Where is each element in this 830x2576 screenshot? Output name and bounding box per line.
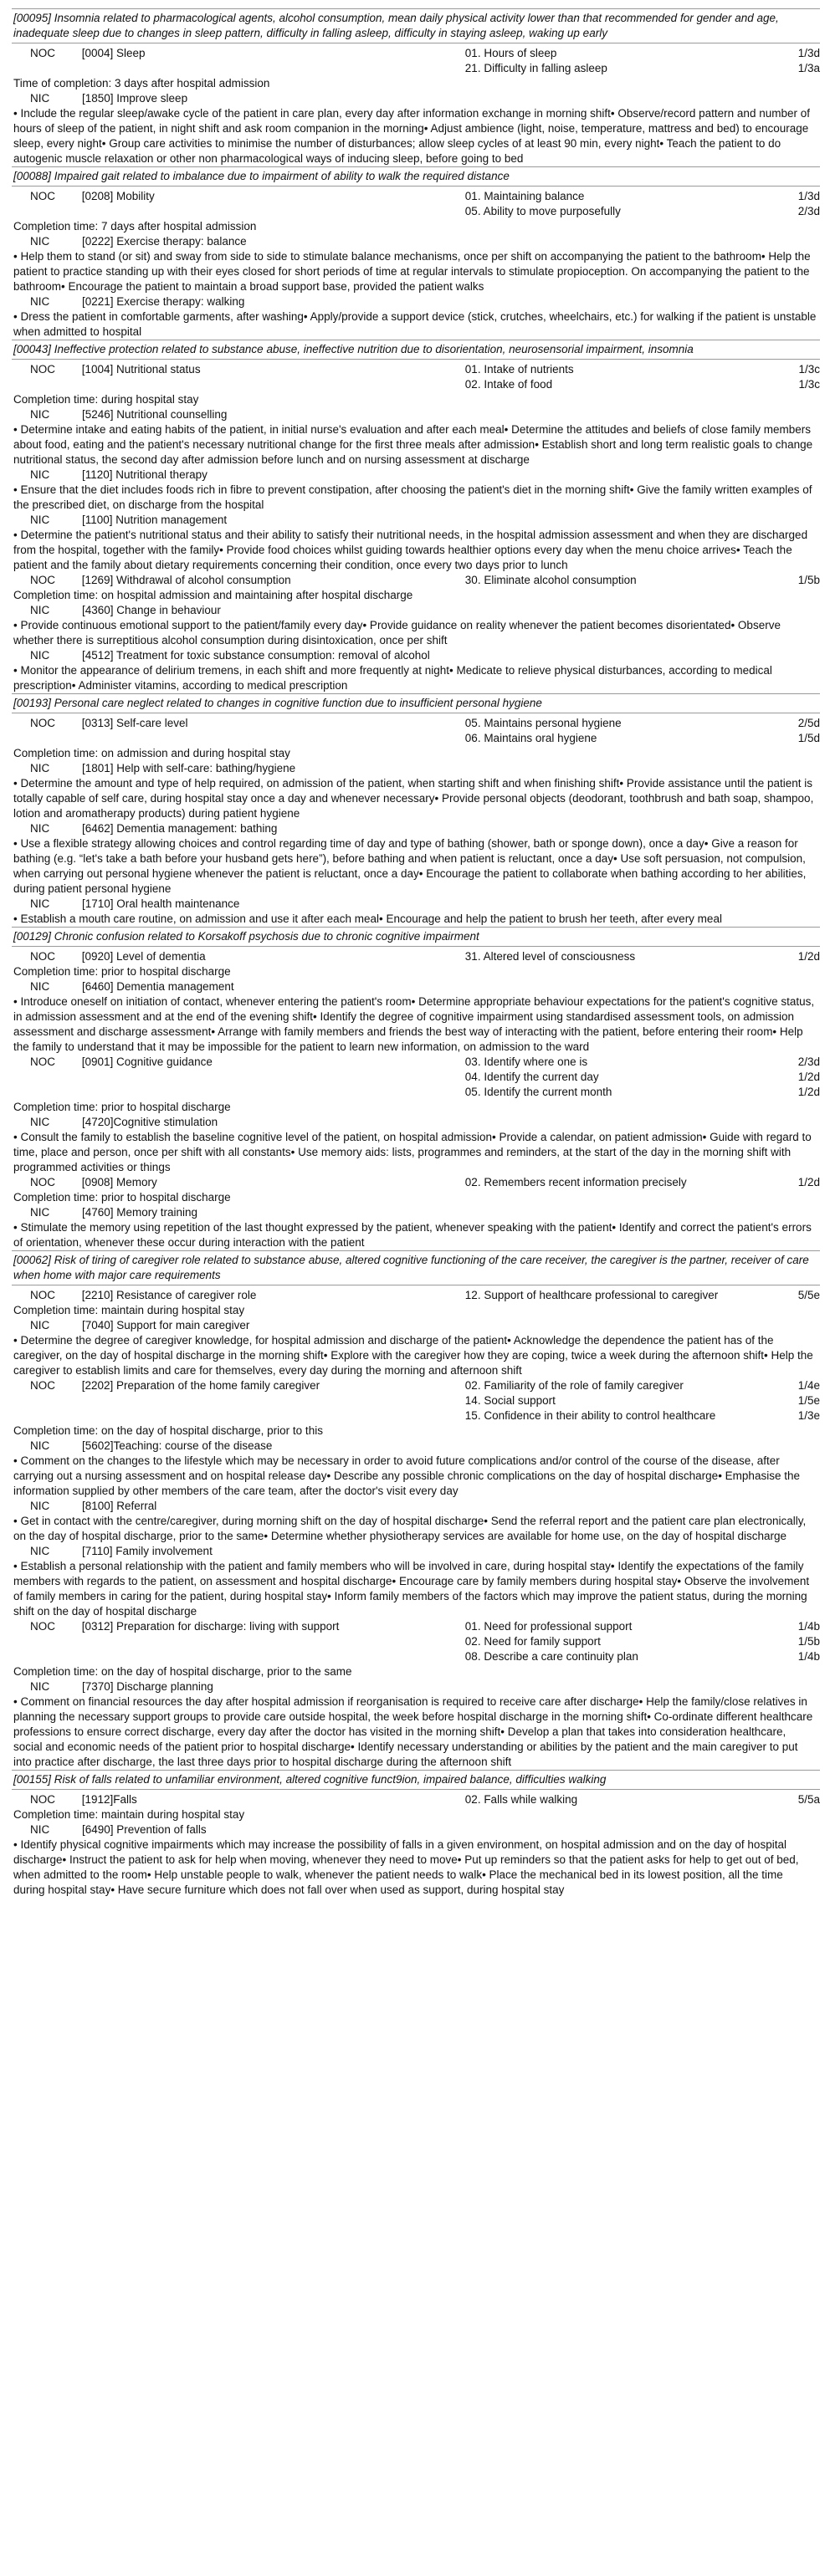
indicator-name: 14. Social support: [464, 1394, 556, 1407]
nic-intervention: [6460] Dementia management: [82, 980, 234, 993]
diagnosis-section: [12, 927, 820, 1250]
indicator-name: 02. Falls while walking: [464, 1793, 578, 1806]
nic-label: NIC: [30, 897, 50, 910]
completion-time: Completion time: during hospital stay: [13, 393, 199, 406]
diagnosis-section: [12, 1250, 820, 1770]
nic-label: NIC: [30, 980, 50, 993]
nic-intervention-row: [12, 1115, 820, 1130]
indicator-score: 1/5b: [797, 1635, 820, 1648]
nic-intervention: [5602]Teaching: course of the disease: [82, 1439, 273, 1452]
nic-label: NIC: [30, 762, 50, 774]
noc-outcome-row: [12, 46, 820, 76]
nic-label: NIC: [30, 295, 50, 308]
indicator-row: [465, 1070, 820, 1085]
nic-label: NIC: [30, 1545, 50, 1557]
nursing-diagnosis: [00062] Risk of tiring of caregiver role related to substance abuse, altered cognitive functioning of the care receiver, the caregiver is the partner, receiver of care when home with major care requirements: [12, 1250, 820, 1285]
indicator-score: 2/3d: [797, 1055, 820, 1068]
nic-label: NIC: [30, 514, 50, 526]
nic-intervention-row: [12, 648, 820, 663]
nic-intervention-row: [12, 513, 820, 528]
indicator-list: [465, 189, 820, 219]
noc-label: NOC: [30, 47, 55, 59]
indicator-name: 15. Confidence in their ability to control healthcare: [464, 1409, 716, 1422]
nic-label: NIC: [30, 1823, 50, 1836]
nic-intervention-row: [12, 761, 820, 776]
nic-label: NIC: [30, 649, 50, 662]
nic-label: NIC: [30, 92, 50, 105]
indicator-score: 1/3c: [798, 363, 820, 376]
nic-intervention-row: [12, 821, 820, 836]
indicator-name: 31. Altered level of consciousness: [464, 950, 636, 963]
indicator-row: [465, 1649, 820, 1664]
indicator-name: 04. Identify the current day: [464, 1071, 599, 1083]
noc-outcome: [1269] Withdrawal of alcohol consumption: [81, 574, 291, 586]
nursing-diagnosis: [00088] Impaired gait related to imbalance due to impairment of ability to walk the required distance: [12, 166, 820, 187]
nic-intervention-row: [12, 1439, 820, 1454]
nic-intervention: [7370] Discharge planning: [82, 1680, 213, 1693]
nic-intervention-row: [12, 1822, 820, 1837]
completion-time: Completion time: prior to hospital discharge: [13, 1101, 231, 1113]
nursing-activities: • Provide continuous emotional support to the patient/family every day• Provide guidance on reality whenever the patient becomes disorientated• Observe whether there is surreptitious alcohol consumption during disintoxication, once per shift: [13, 619, 781, 647]
noc-outcome-row: [12, 189, 820, 219]
indicator-list: [465, 1378, 820, 1423]
nursing-activities: • Determine the amount and type of help required, on admission of the patient, when starting shift and when finishing shift• Provide assistance until the patient is totally capable of self care, during hospital stay once a day and whenever necessary• Provide personal objects (deodorant, toothbrush and bath soap, shampoo, lotion and aromatherapy products) during patient hygiene: [13, 777, 814, 820]
nic-intervention-row: [12, 294, 820, 309]
indicator-score: 5/5e: [797, 1289, 820, 1301]
noc-outcome: [2210] Resistance of caregiver role: [81, 1289, 257, 1301]
noc-outcome-row: [12, 1288, 820, 1303]
completion-time: Completion time: on admission and during hospital stay: [13, 747, 290, 759]
nic-label: NIC: [30, 468, 50, 481]
indicator-score: 1/3c: [798, 378, 820, 391]
indicator-name: 12. Support of healthcare professional to caregiver: [464, 1289, 719, 1301]
noc-outcome-row: [12, 1378, 820, 1423]
noc-outcome: [1004] Nutritional status: [81, 363, 201, 376]
nursing-activities: • Determine the degree of caregiver knowledge, for hospital admission and discharge of the patient• Acknowledge the dependence the patient has of the caregiver, on the day of hospital discharge in the morning shift• Explore with the caregiver how they are coping, twice a week during the afternoon shift• Help the caregiver to establish limits and care for themselves, every day during the morning and afternoon shift: [13, 1334, 813, 1377]
nic-label: NIC: [30, 1116, 50, 1128]
noc-outcome-row: [12, 362, 820, 392]
indicator-name: 02. Familiarity of the role of family caregiver: [464, 1379, 684, 1392]
indicator-row: [465, 1378, 820, 1393]
nic-intervention: [6462] Dementia management: bathing: [82, 822, 278, 835]
indicator-score: 1/4b: [797, 1620, 820, 1633]
indicator-row: [465, 573, 820, 588]
indicator-score: 1/3d: [797, 190, 820, 202]
nic-intervention-row: [12, 1679, 820, 1694]
indicator-score: 1/4b: [797, 1650, 820, 1663]
indicator-score: 1/5e: [797, 1394, 820, 1407]
nic-intervention: [7040] Support for main caregiver: [82, 1319, 250, 1331]
indicator-row: [465, 949, 820, 964]
indicator-row: [465, 731, 820, 746]
nursing-diagnosis: [00095] Insomnia related to pharmacological agents, alcohol consumption, mean daily physical activity lower than that recommended for gender and age, inadequate sleep due to changes in sleep pattern, difficulty in falling asleep, difficulty in staying asleep, waking up early: [12, 8, 820, 43]
indicator-score: 2/3d: [797, 205, 820, 217]
nic-intervention: [7110] Family involvement: [82, 1545, 213, 1557]
nic-label: NIC: [30, 408, 50, 421]
nic-intervention: [4360] Change in behaviour: [82, 604, 221, 616]
nic-intervention: [5246] Nutritional counselling: [82, 408, 228, 421]
indicator-score: 1/2d: [797, 1071, 820, 1083]
indicator-row: [465, 1055, 820, 1070]
nic-intervention-row: [12, 1499, 820, 1514]
indicator-row: [465, 716, 820, 731]
indicator-name: 06. Maintains oral hygiene: [464, 732, 597, 744]
indicator-name: 08. Describe a care continuity plan: [464, 1650, 638, 1663]
indicator-list: [465, 1288, 820, 1303]
indicator-score: 1/5d: [797, 732, 820, 744]
noc-label: NOC: [30, 1620, 55, 1633]
noc-outcome: [0004] Sleep: [81, 47, 146, 59]
indicator-row: [465, 204, 820, 219]
completion-time: Completion time: prior to hospital discharge: [13, 1191, 231, 1204]
indicator-row: [465, 362, 820, 377]
noc-label: NOC: [30, 363, 55, 376]
indicator-row: [465, 1288, 820, 1303]
noc-outcome-row: [12, 1619, 820, 1664]
indicator-name: 30. Eliminate alcohol consumption: [464, 574, 637, 586]
noc-outcome: [0908] Memory: [81, 1176, 157, 1188]
noc-label: NOC: [30, 1289, 55, 1301]
indicator-row: [465, 1408, 820, 1423]
indicator-score: 1/2d: [797, 1176, 820, 1188]
nursing-activities: • Comment on the changes to the lifestyle which may be necessary in order to avoid future complications and/or control of the course of the disease, after carrying out a nursing assessment and on hospital release day• Describe any possible chronic complications on the day of hospital discharge• Emphasise the information supplied by other members of the care team, after the doctor's visit every day: [13, 1454, 800, 1497]
nic-label: NIC: [30, 1206, 50, 1219]
nursing-activities: • Identify physical cognitive impairments which may increase the possibility of falls in a given environment, on hospital admission and on the day of hospital discharge• Instruct the patient to ask for help when moving, whenever they need to move• Put up reminders so that the patient asks for help to get out of bed, when admitted to the room• Help unstable people to walk, whenever the patient needs to walk• Place the mechanical bed in its lowest position, all the time during hospital stay• Have secure furniture which does not fall over when used as support, during hospital stay: [13, 1838, 799, 1896]
indicator-list: [465, 716, 820, 746]
completion-time: Completion time: on hospital admission and maintaining after hospital discharge: [13, 589, 413, 601]
indicator-list: [465, 1175, 820, 1190]
indicator-score: 1/2d: [797, 1086, 820, 1098]
indicator-name: 01. Maintaining balance: [464, 190, 585, 202]
nursing-diagnosis: [00155] Risk of falls related to unfamiliar environment, altered cognitive funct9ion, impaired balance, difficulties walking: [12, 1770, 820, 1790]
nic-intervention-row: [12, 1318, 820, 1333]
indicator-score: 1/4e: [797, 1379, 820, 1392]
diagnosis-section: [12, 8, 820, 166]
indicator-row: [465, 377, 820, 392]
nursing-diagnosis: [00193] Personal care neglect related to changes in cognitive function due to insufficient personal hygiene: [12, 693, 820, 713]
indicator-row: [465, 1175, 820, 1190]
nursing-diagnosis: [00043] Ineffective protection related to substance abuse, ineffective nutrition due to disorientation, neurosensorial impairment, insomnia: [12, 340, 820, 360]
indicator-name: 05. Ability to move purposefully: [464, 205, 621, 217]
indicator-score: 2/5d: [797, 717, 820, 729]
noc-label: NOC: [30, 1379, 55, 1392]
nursing-activities: • Establish a personal relationship with the patient and family members who will be involved in care, during hospital stay• Identify the expectations of the family members with regards to the patient, on assessment and hospital discharge• Encourage care by family members during hospital stay• Observe the involvement of family members in caring for the patient, during hospital stay• Inform family members of the factors which may improve the patient status, during the morning shift on the day of hospital discharge: [13, 1560, 810, 1618]
nic-intervention-row: [12, 979, 820, 994]
noc-outcome: [0901] Cognitive guidance: [81, 1055, 213, 1068]
nic-intervention-row: [12, 234, 820, 249]
nic-intervention: [0222] Exercise therapy: balance: [82, 235, 247, 248]
indicator-score: 1/2d: [797, 950, 820, 963]
nursing-activities: • Determine the patient's nutritional status and their ability to satisfy their nutritional needs, in the hospital admission assessment and when they are discharged from the hospital, together with the family• Provide food choices whilst guiding towards healthier options every day when the menu choice arrives• Teach the patient and the family about dietary requirements concerning their condition, once every two days prior to lunch: [13, 529, 808, 571]
indicator-list: [465, 1792, 820, 1807]
indicator-name: 02. Remembers recent information precisely: [464, 1176, 687, 1188]
noc-outcome: [0312] Preparation for discharge: living with support: [81, 1620, 340, 1633]
diagnosis-section: [12, 166, 820, 340]
nursing-activities: • Determine intake and eating habits of the patient, in initial nurse's evaluation and after each meal• Determine the attitudes and beliefs of close family members about food, eating and the patient's necessary nutritional change for the first three meals after admission• Establish short and long term realistic goals to change nutritional status, the second day after admission before lunch and on nursing assessment at discharge: [13, 423, 813, 466]
completion-time: Completion time: prior to hospital discharge: [13, 965, 231, 978]
indicator-name: 01. Intake of nutrients: [464, 363, 574, 376]
nic-label: NIC: [30, 1500, 50, 1512]
indicator-score: 5/5a: [797, 1793, 820, 1806]
nic-intervention: [4720]Cognitive stimulation: [82, 1116, 218, 1128]
nursing-activities: • Get in contact with the centre/caregiver, during morning shift on the day of hospital discharge• Send the referral report and the patient care plan electronically, on the day of hospital discharge, prior to the same• Determine whether physiotherapy services are available for home use, on the day of hospital discharge: [13, 1515, 807, 1542]
nic-intervention: [8100] Referral: [82, 1500, 157, 1512]
indicator-list: [465, 573, 820, 588]
diagnosis-section: [12, 693, 820, 927]
indicator-row: [465, 1393, 820, 1408]
nursing-activities: • Use a flexible strategy allowing choices and control regarding time of day and type of bathing (shower, bath or sponge down), once a day• Give a reason for bathing (e.g. “let's take a bath before your husband gets here”), before bathing and when patient is reluctant, once a day• Use soft persuasion, not compulsion, when carrying out personal hygiene whenever the patient is reluctant, once a day• Encourage the patient to collaborate when bathing according to her abilities, during patient personal hygiene: [13, 837, 807, 895]
indicator-score: 1/5b: [797, 574, 820, 586]
indicator-row: [465, 1619, 820, 1634]
completion-time: Completion time: 7 days after hospital admission: [13, 220, 257, 233]
noc-outcome: [0920] Level of dementia: [81, 950, 206, 963]
completion-time: Completion time: maintain during hospital stay: [13, 1808, 245, 1821]
noc-outcome-row: [12, 949, 820, 964]
noc-outcome-row: [12, 1175, 820, 1190]
diagnosis-section: [12, 1770, 820, 1898]
nic-intervention-row: [12, 603, 820, 618]
indicator-row: [465, 46, 820, 61]
nursing-activities: • Introduce oneself on initiation of contact, whenever entering the patient's room• Determine appropriate behaviour expectations for the patient's cognitive status, in admission assessment and at the end of the evening shift• Identify the degree of cognitive impairment using standardised assessment tools, on admission assessment and discharge assessment• Arrange with family members and friends the best way of interacting with the patient, before entering their room• Help the family to understand that it may be impossible for the patient to learn new information, on admission to the ward: [13, 995, 815, 1053]
nursing-activities: • Monitor the appearance of delirium tremens, in each shift and more frequently at night• Medicate to relieve physical disturbances, according to medical prescription• Administer vitamins, according to medical prescription: [13, 664, 772, 692]
indicator-list: [465, 1055, 820, 1100]
nic-intervention: [1850] Improve sleep: [82, 92, 188, 105]
indicator-score: 1/3d: [797, 47, 820, 59]
indicator-score: 1/3e: [797, 1409, 820, 1422]
indicator-name: 02. Need for family support: [464, 1635, 601, 1648]
noc-label: NOC: [30, 190, 55, 202]
nic-intervention: [4760] Memory training: [82, 1206, 198, 1219]
indicator-list: [465, 1619, 820, 1664]
nursing-activities: • Stimulate the memory using repetition of the last thought expressed by the patient, whenever speaking with the patient• Identify and correct the patient's errors of orientation, whenever these occur during interaction with the patient: [13, 1221, 812, 1249]
noc-outcome: [0313] Self-care level: [81, 717, 188, 729]
nursing-diagnosis: [00129] Chronic confusion related to Korsakoff psychosis due to chronic cognitive impairment: [12, 927, 820, 947]
nursing-activities: • Help them to stand (or sit) and sway from side to side to stimulate balance mechanisms, once per shift on accompanying the patient to the bathroom• Help the patient to practice standing up with their eyes closed for short periods of time at regular intervals to stimulate propioception. On accompanying the patient to the bathroom• Encourage the patient to maintain a broad support base, provided the patient walks: [13, 250, 811, 293]
noc-label: NOC: [30, 1176, 55, 1188]
indicator-name: 03. Identify where one is: [464, 1055, 588, 1068]
noc-outcome: [1912]Falls: [81, 1793, 137, 1806]
nic-label: NIC: [30, 604, 50, 616]
noc-label: NOC: [30, 574, 55, 586]
indicator-list: [465, 46, 820, 76]
nic-intervention: [6490] Prevention of falls: [82, 1823, 207, 1836]
noc-outcome-row: [12, 573, 820, 588]
indicator-row: [465, 189, 820, 204]
indicator-row: [465, 1792, 820, 1807]
nic-intervention: [1120] Nutritional therapy: [82, 468, 208, 481]
nic-intervention: [0221] Exercise therapy: walking: [82, 295, 245, 308]
completion-time: Completion time: maintain during hospital stay: [13, 1304, 245, 1316]
nursing-activities: • Consult the family to establish the baseline cognitive level of the patient, on hospital admission• Provide a calendar, on patient admission• Guide with regard to time, place and person, once per shift with all constants• Use memory aids: lists, programmes and reminders, at the start of the day in the morning shift with programmed activities or things: [13, 1131, 812, 1173]
indicator-score: 1/3a: [797, 62, 820, 74]
nursing-activities: • Comment on financial resources the day after hospital admission if reorganisation is required to receive care after discharge• Help the family/close relatives in planning the necessary support groups to provide care outside hospital, the week before hospital discharge in the morning shift• Co-ordinate different healthcare professions to ensure correct discharge, every day after the doctor has visited in the morning shift• Develop a plan that takes into consideration healthcare, social and economic needs of the patient prior to hospital discharge• Identify necessary understanding or abilities by the patient and the main caregiver to put into practice after discharge, the last three days prior to hospital discharge during the afternoon shift: [13, 1695, 813, 1768]
noc-label: NOC: [30, 1055, 55, 1068]
nic-intervention: [1710] Oral health maintenance: [82, 897, 240, 910]
indicator-name: 01. Hours of sleep: [464, 47, 557, 59]
indicator-row: [465, 1634, 820, 1649]
nic-intervention-row: [12, 1544, 820, 1559]
nic-intervention: [1100] Nutrition management: [82, 514, 228, 526]
nic-intervention-row: [12, 468, 820, 483]
noc-outcome-row: [12, 716, 820, 746]
completion-time: Time of completion: 3 days after hospital admission: [13, 77, 270, 89]
indicator-list: [465, 949, 820, 964]
noc-outcome: [2202] Preparation of the home family caregiver: [81, 1379, 320, 1392]
indicator-name: 21. Difficulty in falling asleep: [464, 62, 607, 74]
indicator-list: [465, 362, 820, 392]
nursing-activities: • Include the regular sleep/awake cycle of the patient in care plan, every day after information exchange in morning shift• Observe/record pattern and number of hours of sleep of the patient, in night shift and ask room companion in the morning• Adjust ambience (light, noise, temperature, mattress and bed) to encourage sleep, every night• Group care activities to minimise the number of disturbances; allow sleep cycles of at least 90 min, every night• Teach the patient to do autogenic muscle relaxation or other non pharmacological ways of inducing sleep, before going to bed: [13, 107, 810, 165]
nic-intervention: [4512] Treatment for toxic substance consumption: removal of alcohol: [82, 649, 430, 662]
indicator-row: [465, 1085, 820, 1100]
completion-time: Completion time: on the day of hospital discharge, prior to the same: [13, 1665, 352, 1678]
nursing-activities: • Establish a mouth care routine, on admission and use it after each meal• Encourage and help the patient to brush her teeth, after every meal: [13, 912, 722, 925]
nic-label: NIC: [30, 1319, 50, 1331]
nic-intervention: [1801] Help with self-care: bathing/hygiene: [82, 762, 296, 774]
nic-intervention-row: [12, 91, 820, 106]
noc-label: NOC: [30, 717, 55, 729]
nic-label: NIC: [30, 822, 50, 835]
nursing-activities: • Dress the patient in comfortable garments, after washing• Apply/provide a support device (stick, crutches, wheelchairs, etc.) for walking if the patient is unstable when admitted to hospital: [13, 310, 817, 338]
nic-label: NIC: [30, 1439, 50, 1452]
nic-intervention-row: [12, 897, 820, 912]
nic-intervention-row: [12, 407, 820, 422]
noc-outcome-row: [12, 1792, 820, 1807]
indicator-name: 05. Maintains personal hygiene: [464, 717, 622, 729]
nic-intervention-row: [12, 1205, 820, 1220]
indicator-name: 02. Intake of food: [464, 378, 553, 391]
nursing-activities: • Ensure that the diet includes foods rich in fibre to prevent constipation, after choosing the patient's diet in the morning shift• Give the family written examples of the prescribed diet, on discharge from the hospital: [13, 483, 812, 511]
noc-outcome: [0208] Mobility: [81, 190, 155, 202]
noc-label: NOC: [30, 1793, 55, 1806]
noc-label: NOC: [30, 950, 55, 963]
diagnosis-section: [12, 340, 820, 693]
indicator-name: 05. Identify the current month: [464, 1086, 612, 1098]
indicator-row: [465, 61, 820, 76]
completion-time: Completion time: on the day of hospital discharge, prior to this: [13, 1424, 323, 1437]
indicator-name: 01. Need for professional support: [464, 1620, 633, 1633]
nic-label: NIC: [30, 235, 50, 248]
nic-label: NIC: [30, 1680, 50, 1693]
noc-outcome-row: [12, 1055, 820, 1100]
